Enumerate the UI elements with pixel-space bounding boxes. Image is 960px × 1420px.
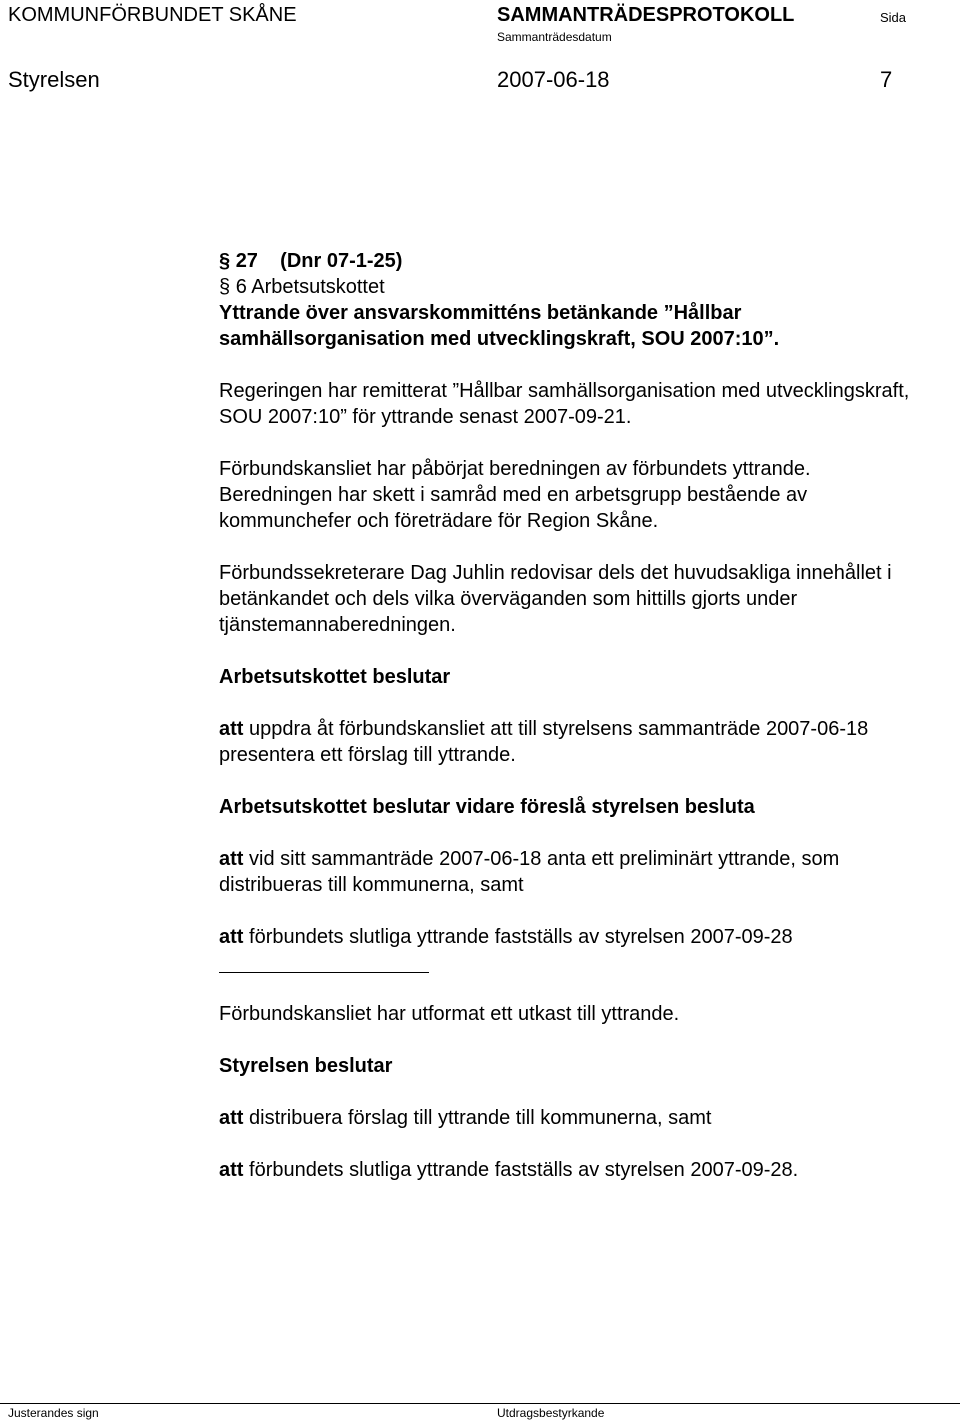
footer-justerandes-sign: Justerandes sign	[8, 1406, 99, 1420]
decision-4-text: distribuera förslag till yttrande till kommunerna, samt	[249, 1107, 712, 1129]
footer-utdragsbestyrkande: Utdragsbestyrkande	[497, 1406, 605, 1420]
item-title-line-2: samhällsorganisation med utvecklingskraft, SOU 2007:10”.	[219, 328, 780, 350]
meeting-date: 2007-06-18	[497, 67, 610, 92]
paragraph-redovisning: Förbundssekreterare Dag Juhlin redovisar dels det huvudsakliga innehållet i betänkandet och dels vilka överväganden som hittills gjorts under tjänstemannaberedningen.	[219, 562, 892, 636]
item-title-line-1: Yttrande över ansvarskommitténs betänkande ”Hållbar	[219, 302, 742, 324]
att-label: att	[219, 718, 244, 740]
att-label: att	[219, 1107, 244, 1129]
att-label: att	[219, 1159, 244, 1181]
att-label: att	[219, 926, 244, 948]
dnr: (Dnr 07-1-25)	[280, 250, 403, 272]
decision-5	[219, 1157, 939, 1183]
page-label: Sida	[880, 10, 907, 25]
page-number: 7	[880, 67, 893, 92]
decision-4	[219, 1105, 939, 1131]
date-label: Sammanträdesdatum	[497, 30, 612, 44]
section-number: 27	[235, 250, 258, 272]
decision-2	[219, 846, 939, 898]
protocol-title: SAMMANTRÄDESPROTOKOLL	[497, 4, 795, 26]
decision-1	[219, 716, 939, 768]
separator-line	[219, 972, 429, 973]
protocol-content	[219, 248, 939, 1183]
paragraph-remiss: Regeringen har remitterat ”Hållbar samhällsorganisation med utvecklingskraft, SOU 2007:10” för yttrande senast 2007-09-21.	[219, 380, 910, 428]
att-label: att	[219, 848, 244, 870]
heading-styrelsen-beslutar: Styrelsen beslutar	[219, 1055, 393, 1077]
item-reference-text: 6 Arbetsutskottet	[235, 276, 385, 298]
organization-name: KOMMUNFÖRBUNDET SKÅNE	[8, 4, 297, 26]
paragraph-beredning-start: Förbundskansliet har påbörjat beredningen av förbundets yttrande.	[219, 458, 811, 480]
item-number-line: § 27 (Dnr 07-1-25)	[219, 250, 403, 272]
item-reference: § 6 Arbetsutskottet	[219, 276, 385, 298]
decision-5-text: förbundets slutliga yttrande fastställs av styrelsen 2007-09-28.	[249, 1159, 799, 1181]
heading-au-beslutar: Arbetsutskottet beslutar	[219, 666, 451, 688]
decision-1-text: uppdra åt förbundskansliet att till styrelsens sammanträde 2007-06-18 presentera ett förslag till yttrande.	[219, 718, 869, 766]
decision-3	[219, 924, 939, 950]
heading-au-foreslar: Arbetsutskottet beslutar vidare föreslå styrelsen besluta	[219, 796, 755, 818]
paragraph-beredning-group: Beredningen har skett i samråd med en arbetsgrupp bestående av kommunchefer och företrädare för Region Skåne.	[219, 484, 808, 532]
decision-2-text: vid sitt sammanträde 2007-06-18 anta ett preliminärt yttrande, som distribueras till kommunerna, samt	[219, 848, 840, 896]
footer-divider	[0, 1403, 960, 1404]
decision-3-text: förbundets slutliga yttrande fastställs av styrelsen 2007-09-28	[249, 926, 793, 948]
board-name: Styrelsen	[8, 67, 100, 92]
paragraph-utkast: Förbundskansliet har utformat ett utkast till yttrande.	[219, 1003, 680, 1025]
